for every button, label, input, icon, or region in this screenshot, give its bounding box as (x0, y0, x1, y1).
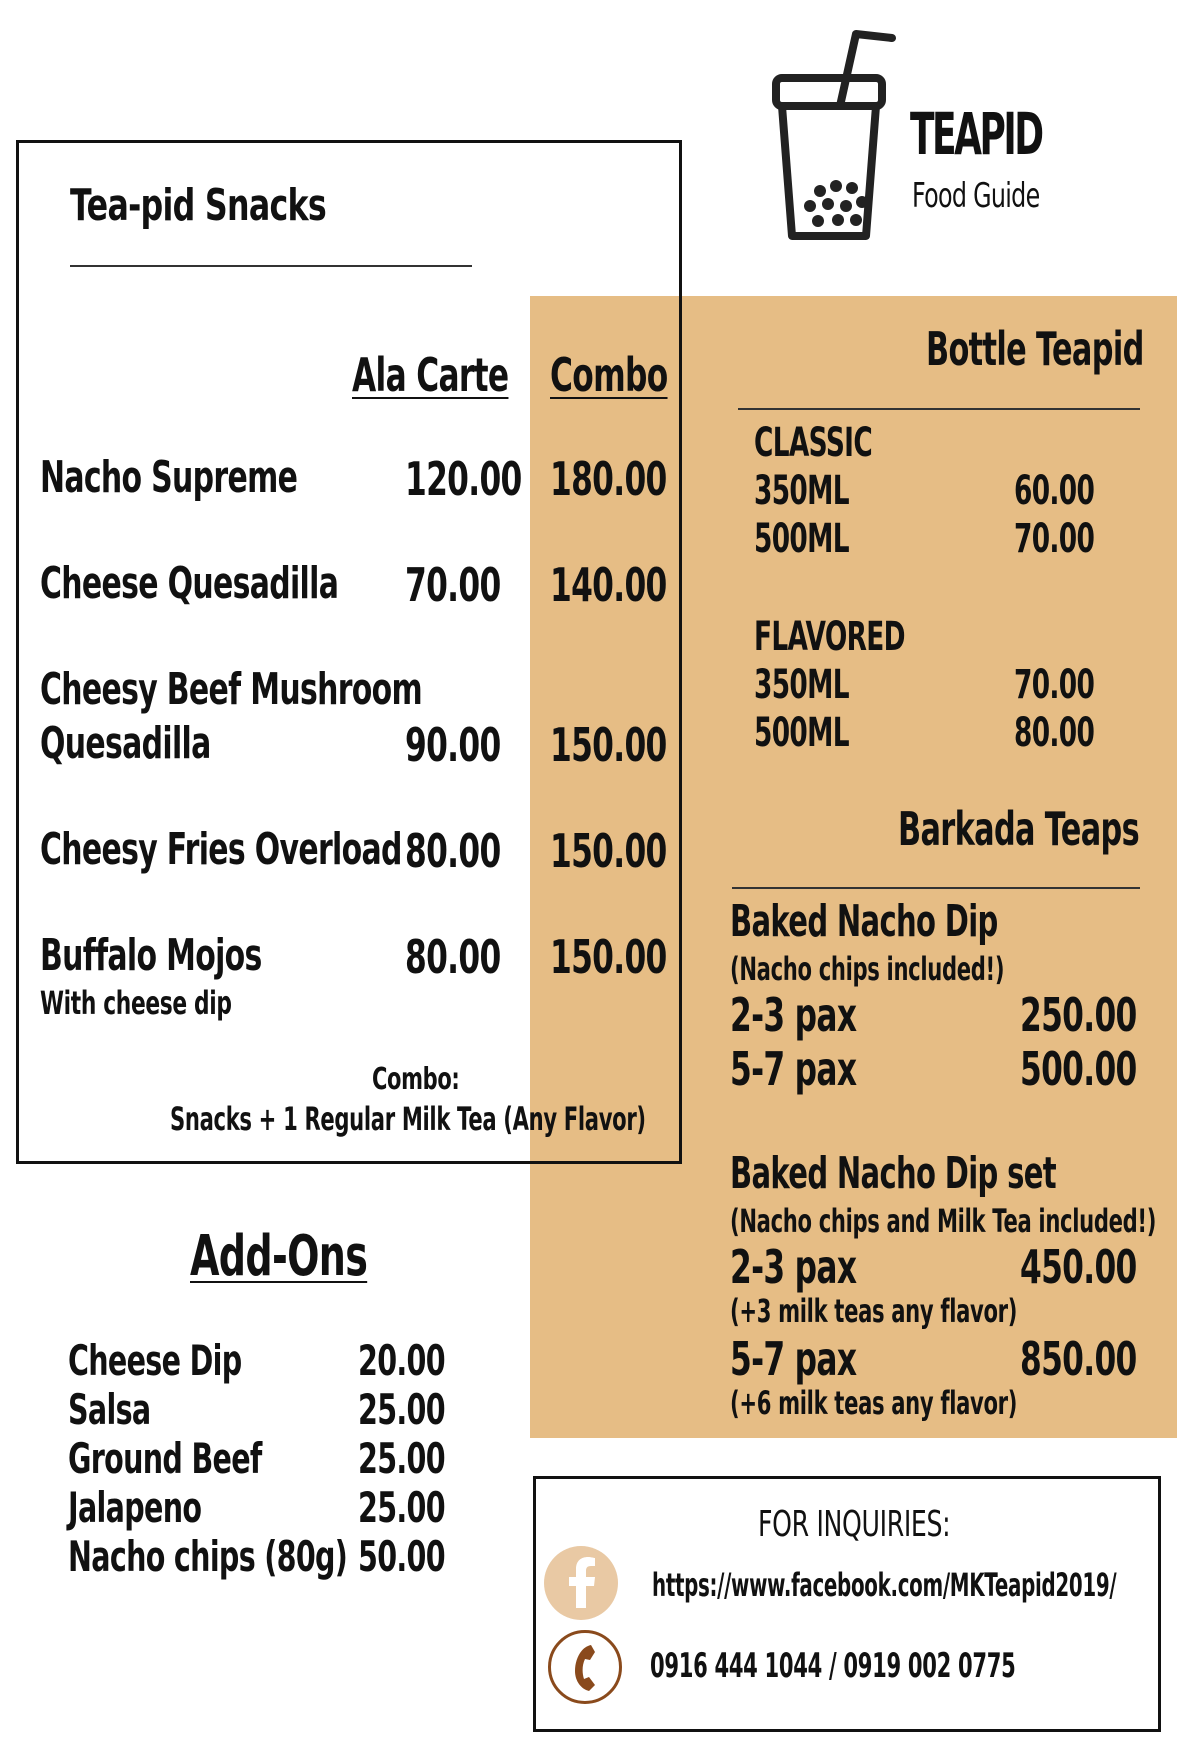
classic-label: CLASSIC (754, 420, 873, 466)
snack-name: Cheesy Beef Mushroom (40, 664, 423, 715)
snack-ala-price: 70.00 (405, 558, 501, 612)
snack-combo-price: 140.00 (550, 558, 667, 612)
bottle-size: 500ML (754, 710, 849, 756)
combo-note-title: Combo: (372, 1062, 460, 1097)
dipset-option-note: (+6 milk teas any flavor) (730, 1384, 1018, 1422)
dipset-pax: 2-3 pax (730, 1240, 857, 1294)
addon-price: 20.00 (358, 1336, 445, 1385)
phone-handset-icon (551, 1633, 619, 1701)
phone-icon[interactable] (548, 1630, 622, 1704)
combo-header: Combo (550, 348, 668, 402)
snack-combo-price: 150.00 (550, 718, 667, 772)
addons-title: Add-Ons (190, 1224, 368, 1289)
snack-combo-price: 150.00 (550, 824, 667, 878)
brand-name: TEAPID (910, 100, 1042, 168)
dip-pax: 5-7 pax (730, 1042, 857, 1096)
snack-name: Cheese Quesadilla (40, 558, 339, 609)
bottle-price: 80.00 (1014, 710, 1095, 756)
snack-name: Cheesy Fries Overload (40, 824, 402, 875)
dipset-price: 450.00 (1020, 1240, 1137, 1294)
dipset-option-note: (+3 milk teas any flavor) (730, 1292, 1018, 1330)
facebook-link[interactable]: https://www.facebook.com/MKTeapid2019/ (652, 1566, 1117, 1604)
brand-logo (770, 26, 1070, 256)
addon-name: Cheese Dip (68, 1336, 242, 1385)
snack-ala-price: 80.00 (405, 930, 501, 984)
dipset-price: 850.00 (1020, 1332, 1137, 1386)
ala-carte-header: Ala Carte (352, 348, 509, 402)
snack-ala-price: 120.00 (405, 452, 522, 506)
bottle-price: 70.00 (1014, 516, 1095, 562)
phone-numbers[interactable]: 0916 444 1044 / 0919 002 0775 (650, 1646, 1016, 1686)
inquiries-title: FOR INQUIRIES: (758, 1504, 951, 1545)
snack-combo-price: 180.00 (550, 452, 667, 506)
bottle-title: Bottle Teapid (926, 322, 1144, 376)
addon-name: Ground Beef (68, 1434, 262, 1483)
snack-name-line2: Quesadilla (40, 718, 211, 769)
bottle-size: 500ML (754, 516, 849, 562)
addon-price: 25.00 (358, 1434, 445, 1483)
facebook-icon[interactable] (544, 1546, 618, 1620)
addon-price: 50.00 (358, 1532, 445, 1581)
addon-name: Jalapeno (68, 1483, 202, 1532)
snack-name: Nacho Supreme (40, 452, 298, 503)
addon-price: 25.00 (358, 1385, 445, 1434)
dipset-name: Baked Nacho Dip set (730, 1148, 1056, 1199)
bubble-tea-cup-icon (770, 26, 900, 246)
snack-subtitle: With cheese dip (40, 984, 232, 1022)
snack-combo-price: 150.00 (550, 930, 667, 984)
dip-note: (Nacho chips included!) (730, 950, 1005, 988)
snack-ala-price: 80.00 (405, 824, 501, 878)
dipset-pax: 5-7 pax (730, 1332, 857, 1386)
bottle-price: 60.00 (1014, 468, 1095, 514)
brand-tagline: Food Guide (912, 176, 1040, 216)
bottle-title-rule (738, 408, 1140, 410)
addon-price: 25.00 (358, 1483, 445, 1532)
dip-price: 500.00 (1020, 1042, 1137, 1096)
barkada-title: Barkada Teaps (898, 802, 1140, 856)
dip-price: 250.00 (1020, 988, 1137, 1042)
addon-name: Salsa (68, 1385, 151, 1434)
snacks-title-rule (70, 265, 472, 267)
snack-ala-price: 90.00 (405, 718, 501, 772)
addon-name: Nacho chips (80g) (68, 1532, 348, 1581)
facebook-f-icon (544, 1546, 618, 1620)
snacks-title: Tea-pid Snacks (70, 180, 327, 231)
combo-note: Snacks + 1 Regular Milk Tea (Any Flavor) (170, 1100, 646, 1138)
snack-name: Buffalo Mojos (40, 930, 262, 981)
bottle-size: 350ML (754, 662, 849, 708)
flavored-label: FLAVORED (754, 614, 905, 660)
dip-name: Baked Nacho Dip (730, 896, 998, 947)
bottle-size: 350ML (754, 468, 849, 514)
bottle-price: 70.00 (1014, 662, 1095, 708)
dip-pax: 2-3 pax (730, 988, 857, 1042)
dipset-note: (Nacho chips and Milk Tea included!) (730, 1202, 1157, 1240)
barkada-title-rule (732, 887, 1140, 889)
